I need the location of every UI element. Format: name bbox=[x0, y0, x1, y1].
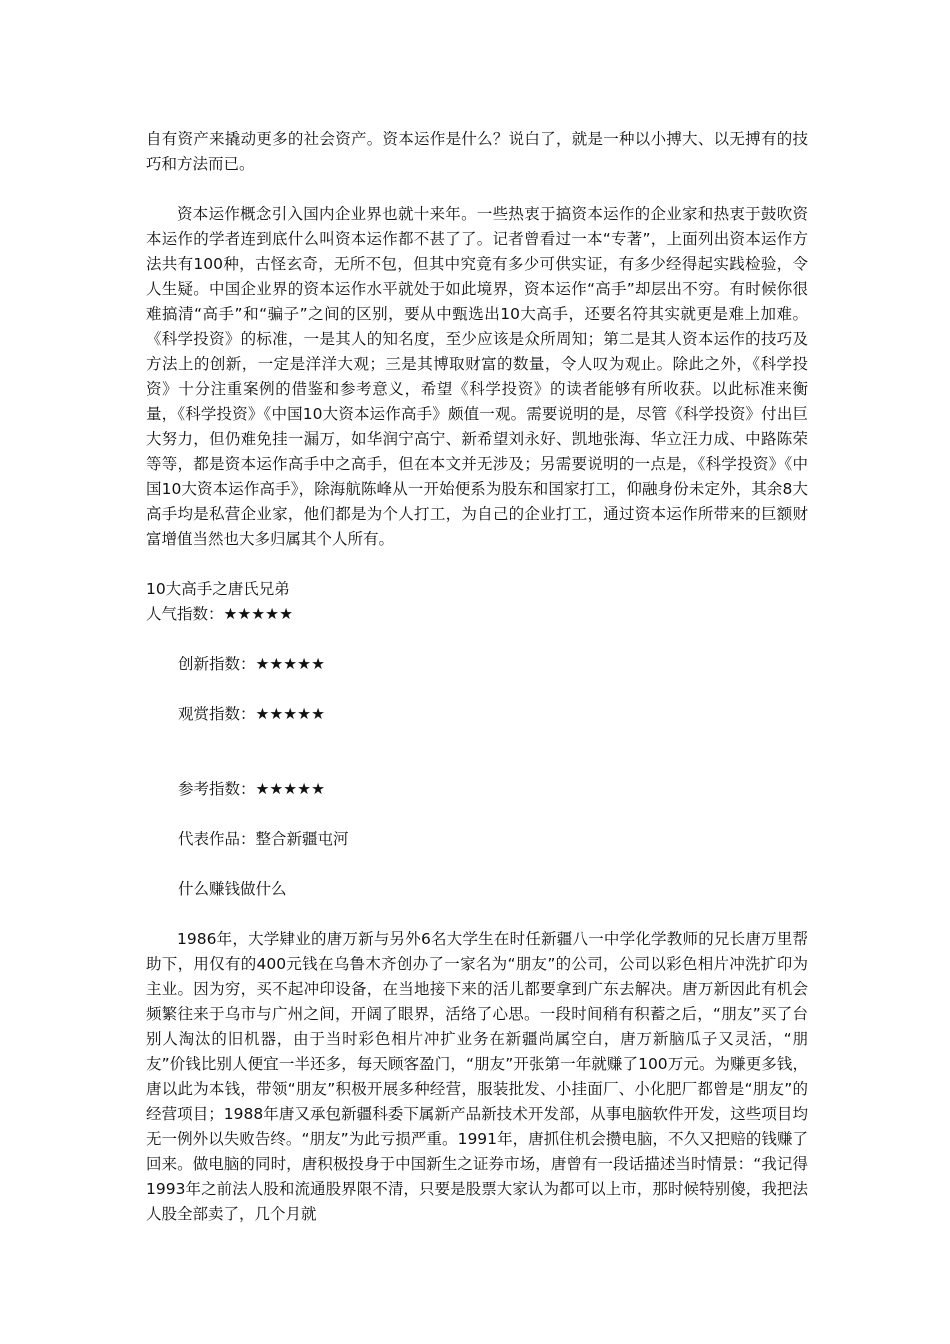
innovation-index: 创新指数：★★★★★ bbox=[178, 655, 325, 673]
representative-work: 代表作品：整合新疆屯河 bbox=[178, 830, 349, 848]
section-title: 10大高手之唐氏兄弟 bbox=[146, 580, 290, 598]
paragraph-tang-brothers: 1986年，大学肄业的唐万新与另外6名大学生在时任新疆八一中学化学教师的兄长唐万里帮助下，用仅有的400元钱在乌鲁木齐创办了一家名为“朋友”的公司，公司以彩色相片冲洗扩印为主业。因为穷，买不起冲印设备，在当地接下来的活儿都要拿到广东去解决。唐万新因此有机会频繁往来于乌市与广州之间，开阔了眼界，活络了心思。一段时间稍有积蓄之后，“朋友”买了台别人淘汰的旧机器，由于当时彩色相片冲扩业务在新疆尚属空白，唐万新脑瓜子又灵活，“朋友”价钱比别人便宜一半还多，每天顾客盈门，“朋友”开张第一年就赚了100万元。为赚更多钱，唐以此为本钱，带领“朋友”积极开展多种经营，服装批发、小挂面厂、小化肥厂都曾是“朋友”的经营项目；1988年唐又承包新疆科委下属新产品新技术开发部，从事电脑软件开发，这些项目均无一例外以失败告终。“朋友”为此亏损严重。1991年，唐抓住机会攒电脑，不久又把赔的钱赚了回来。做电脑的同时，唐积极投身于中国新生之证券市场，唐曾有一段话描述当时情景：“我记得1993年之前法人股和流通股界限不清，只要是股票大家认为都可以上市，那时候特别傻，我把法人股全部卖了，几个月就 bbox=[146, 930, 808, 1223]
viewing-index: 观赏指数：★★★★★ bbox=[178, 705, 325, 723]
reference-index: 参考指数：★★★★★ bbox=[178, 780, 325, 798]
paragraph-intro-tail: 自有资产来撬动更多的社会资产。资本运作是什么？说白了，就是一种以小搏大、以无搏有的技巧和方法而已。 bbox=[146, 130, 808, 173]
subheading: 什么赚钱做什么 bbox=[178, 880, 287, 898]
popularity-index: 人气指数：★★★★★ bbox=[146, 605, 293, 623]
paragraph-capital-operation: 资本运作概念引入国内企业界也就十来年。一些热衷于搞资本运作的企业家和热衷于鼓吹资本运作的学者连到底什么叫资本运作都不甚了了。记者曾看过一本“专著”，上面列出资本运作方法共有100种，古怪玄奇，无所不包，但其中究竟有多少可供实证，有多少经得起实践检验，令人生疑。中国企业界的资本运作水平就处于如此境界，资本运作“高手”却层出不穷。有时候你很难搞清“高手”和“骗子”之间的区别，要从中甄选出10大高手，还要名符其实就更是难上加难。《科学投资》的标准，一是其人的知名度，至少应该是众所周知；第二是其人资本运作的技巧及方法上的创新，一定是洋洋大观；三是其博取财富的数量，令人叹为观止。除此之外，《科学投资》十分注重案例的借鉴和参考意义，希望《科学投资》的读者能够有所收获。以此标准来衡量，《科学投资》《中国10大资本运作高手》颇值一观。需要说明的是，尽管《科学投资》付出巨大努力，但仍难免挂一漏万，如华润宁高宁、新希望刘永好、凯地张海、华立汪力成、中路陈荣等等，都是资本运作高手中之高手，但在本文并无涉及；另需要说明的一点是，《科学投资》《中国10大资本运作高手》，除海航陈峰从一开始便系为股东和国家打工，仰融身份未定外，其余8大高手均是私营企业家，他们都是为个人打工，为自己的企业打工，通过资本运作所带来的巨额财富增值当然也大多归属其个人所有。 bbox=[146, 205, 808, 548]
